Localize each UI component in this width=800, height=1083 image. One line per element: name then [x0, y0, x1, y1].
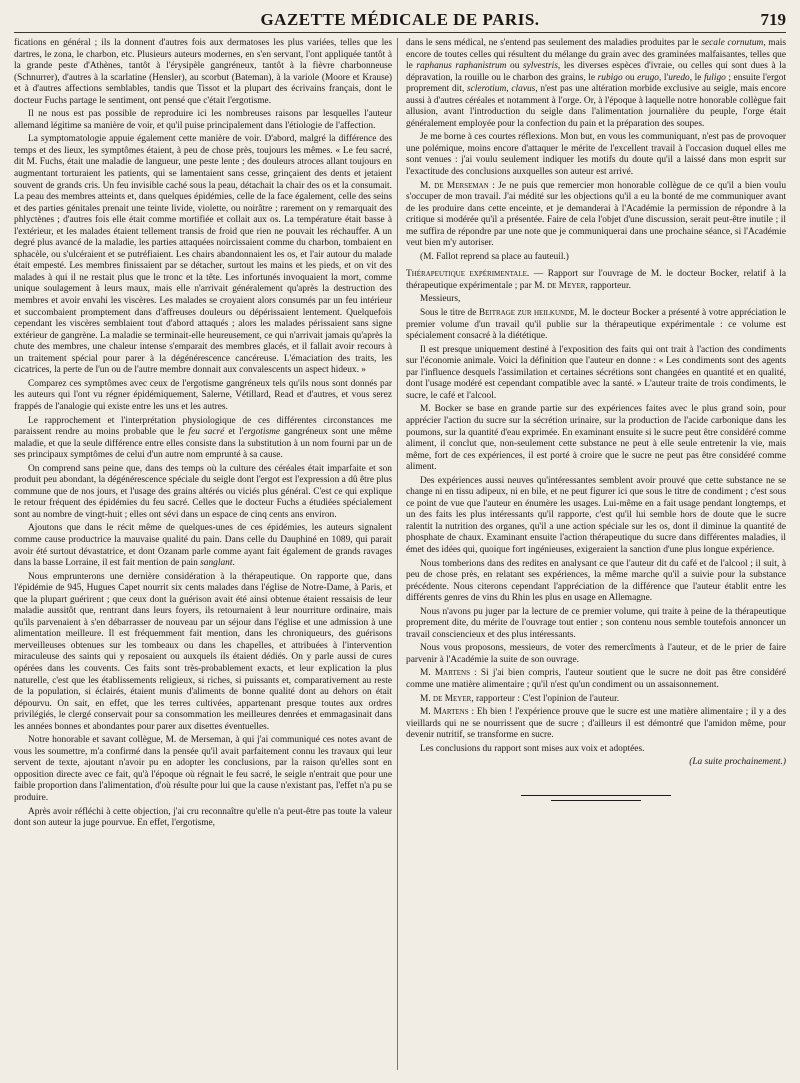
end-rule [551, 800, 641, 801]
text-run: Le rapprochement et l'interprétation physiologique de ces différentes circonstances me paraissent rendre au moins probable que le [14, 415, 392, 438]
left-column [14, 38, 392, 1068]
text-run: dans le sens médical, ne s'entend pas seulement des maladies produites par le [406, 38, 702, 48]
section-label: Thérapeutique expérimentale. [406, 269, 530, 280]
italic-term: erugo [637, 72, 659, 83]
text-run: , les diverses espèces d'ivraie, ou celles qui sont dues à la dépravation, la rouille ou le charbon des grains, le [406, 61, 786, 83]
text-run: . [232, 558, 235, 569]
text-run: : Eh bien ! l'expérience prouve que le sucre est une matière alimentaire ; il y a des vieillards qui ne se nourrissent que de sucre ; d'ailleurs il est démontré que l'amidon même, pour devenir nutritif, se transforme en sucre. [406, 707, 786, 741]
page-title: GAZETTE MÉDICALE DE PARIS. [260, 10, 540, 29]
italic-term: secale cornutum [701, 38, 764, 48]
paragraph [406, 181, 786, 250]
paragraph: On comprend sans peine que, dans des temps où la culture des céréales était imparfaite et son produit peu abondant, la dégénérescence spéciale du seigle dont l'ergot est l'expression a dû être plus commune que de nos jours, et l'usage des grains altérés ou viciés plus général. C'est ce qui explique le retour fréquent des épidémies du feu sacré. Celles que le docteur Fuchs a étudiées spécialement sont au nombre de vingt-huit ; elles ont sévi dans un espace de cinq cents ans environ. [14, 463, 392, 520]
text-run: , [506, 84, 512, 95]
italic-term: feu sacré [188, 427, 225, 438]
text-run: — Rapport sur l'ouvrage de M. le docteur Bocker, relatif à la thérapeutique expérimentale ; par [406, 269, 786, 291]
text-run: ou [622, 72, 638, 83]
text-run: , M. le docteur Bocker a présenté à votre appréciation le premier volume d'un travail qu'il publie sur la thérapeutique expérimentale : ce volume est spécialement consacré à la diététique. [406, 308, 786, 342]
paragraph [406, 38, 786, 130]
text-run: ; ensuite l'ergot proprement dit, [406, 72, 786, 95]
paragraph: (M. Fallot reprend sa place au fauteuil.) [420, 251, 569, 262]
page-header [14, 10, 786, 33]
paragraph [406, 308, 786, 343]
text-run: : Si j'ai bien compris, l'auteur soutient que le sucre ne doit pas être considéré comme une matière alimentaire ; qu'il n'est qu'un condiment ou un assaisonnement. [406, 668, 786, 690]
italic-term: sanglant [200, 558, 233, 569]
text-run: Sous le titre de [420, 308, 479, 319]
speaker-name: M. Martens [420, 668, 470, 679]
paragraph: Je me borne à ces courtes réflexions. Mon but, en vous les communiquant, n'est pas de provoquer une polémique, moins encore d'attaquer le mérite de l'excellent travail à l'occasion duquel elles me sont venues : j'ai voulu seulement indiquer les motifs du doute qu'il a laissé dans mon esprit sur l'exactitude des conclusions auxquelles son auteur est arrivé. [406, 132, 786, 178]
text-run: et l' [224, 427, 244, 438]
italic-term: clavus [511, 84, 536, 95]
speaker-name: M. de Meyer [534, 280, 586, 291]
text-run: ou [506, 61, 523, 72]
paragraph: Il ne nous est pas possible de reproduire ici les nombreuses raisons par lesquelles l'auteur allemand légitime sa manière de voir, et qu'il puise principalement dans l'étiologie de l'affection. [14, 109, 392, 131]
text-run: : Je ne puis que remercier mon honorable collègue de ce qu'il a bien voulu s'occuper de mon travail. J'ai médité sur les objections qu'il a eu la bonté de me communiquer avant de les produire dans cette enceinte, et je demanderai à l'Académie la permission de répondre à la critique si modérée qu'il a présentée. Faire de cela l'objet d'une discussion, serait peut-être inutile ; il me suffira de répondre par une note que je communiquerai dans une prochaine séance, si l'Académie veut bien m'y autoriser. [406, 180, 786, 249]
italic-term: uredo [668, 72, 690, 83]
paragraph: La symptomatologie appuie également cette manière de voir. D'abord, malgré la différence des temps et des lieux, les symptômes étaient, à peu de chose près, toujours les mêmes. « Le feu sacré, dit M. Fuchs, était une maladie de langueur, une peste lente ; des douleurs atroces allant toujours en augmentant torturaient les patients, qui se lamentaient sans cesse, grinçaient des dents et jetaient souvent de grands cris. Un feu invisible caché sous la peau, détachait la chair des os et la consumait. La peau des membres atteints et, dans quelques épidémies, celle de la face également, celle des seins et des parties génitales prenait une teinte livide, violette, ou noirâtre ; rarement on y remarquait des phlyctènes ; d'autres fois elle était comme mortifiée et collait aux os. La température était basse à l'extérieur, et les malades étaient tellement transis de froid que rien ne pouvait les réchauffer. A un degré plus avancé de la maladie, les parties attaquées noircissaient comme du charbon, tombaient en sphacèle, ou s'ulcéraient et se putréfiaient. Les chairs abandonnaient les os, et l'air autour du malade était empesté. Les membres finissaient par se détacher, surtout les mains et les pieds, et on vit des malades à qui il ne restait plus que le tronc et la tête. Les infortunés invoquaient la mort, comme unique soulagement à leurs maux, mais elle n'arrivait généralement qu'après la destruction des membres et avoir envahi les viscères. Les malades se croyaient alors consumés par un feu intérieur et succombaient promptement dans d'affreuses douleurs ou dépérissaient lentement. Quelquefois cependant les viscères semblaient tout d'abord attaqués ; alors les malades périssaient sans signe extérieur de gangrène. La maladie se terminait-elle heureusement, ce qui n'arrivait jamais qu'après la chute des membres, une chaleur intense s'emparait des membres glacés, et il fallait avoir recours à un traitement spécial pour parer à la dégénérescence cancéreuse. L'émaciation des traits, les cicatrices, la perte de l'un ou de l'autre membre donnait aux convalescents un aspect hideux. » [14, 134, 392, 376]
paragraph: Les conclusions du rapport sont mises aux voix et adoptées. [420, 743, 645, 754]
paragraph: Nous vous proposons, messieurs, de voter des remercîments à l'auteur, et de le prier de faire parvenir à l'Académie la suite de son ouvrage. [406, 643, 786, 665]
text-run: , mais encore de toutes celles qui résultent du mélange du grain avec des graminées malfaisantes, telles que le [406, 38, 786, 72]
paragraph: Nous n'avons pu juger par la lecture de ce premier volume, qui traite à peine de la thérapeutique proprement dite, du mérite de l'ouvrage tout entier ; son contenu nous semble toutefois annoncer un travail consciencieux et des plus intéressants. [406, 606, 786, 640]
paragraph: Il est presque uniquement destiné à l'exposition des faits qui ont trait à l'action des condiments sur l'économie animale. Voici la définition que l'auteur en donne : « Les condiments sont des agents par l'influence desquels l'assimilation et certaines sécrétions sont changées en quantité et en qualité, dont l'usage modéré est cependant compatible avec la santé. » L'auteur traite de trois condiments, le sucre, le café et l'alcool. [406, 344, 786, 401]
text-run: , rapporteur. [585, 280, 631, 291]
section-heading [406, 269, 786, 292]
text-run: , rapporteur : C'est l'opinion de l'auteur. [471, 693, 620, 704]
text-run: , n'est pas une altération morbide exclusive au seigle, mais encore aussi à d'autres céréales et notamment à l'orge. Or, à l'époque à laquelle notre honorable collègue fait allusion, avant l'introduction du seigle dans l'alimentation journalière du peuple, l'orge était généralement employée pour la confection du pain et la préparation des soupes. [406, 84, 786, 129]
paragraph: Nous emprunterons une dernière considération à la thérapeutique. On rapporte que, dans l'épidémie de 945, Hugues Capet nourrit six cents malades dans l'église de Notre-Dame, à Paris, et que la plupart guérirent ; que ceux dont la guérison avait été ainsi obtenue étaient ressaisis de leur maladie aussitôt que, rentrant dans leurs foyers, ils retournaient à leur nourriture ordinaire, mais qu'ils parvenaient à s'en débarrasser de nouveau par un séjour dans l'église et une admission à une alimentation meilleure. Il est fréquemment fait mention, dans les chroniqueurs, des guérisons merveilleuses obtenues sur les tombeaux ou dans les chapelles, et attribuées à l'intervention miraculeuse des saints qui y reposaient ou auxquels ils étaient dédiés. On y parle aussi de cures opérées dans les couvents. Ces faits sont très-probablement exacts, et leur explication la plus naturelle, c'est que les établissements religieux, si riches, si puissants et, comparativement au reste de la population, si éclairés, étaient munis d'aliments de bonne qualité dont au dehors on était dépourvu. On sait, en effet, que les terres cultivées, appartenant presque toutes aux ordres privilégiés, le clergé conservait pour sa consommation les meilleures denrées et emmagasinait dans les années bonnes et abondantes pour parer aux disettes éventuelles. [14, 571, 392, 732]
paragraph [406, 668, 786, 691]
page-number: 719 [760, 10, 786, 29]
paragraph: Des expériences aussi neuves qu'intéressantes semblent avoir prouvé que cette substance ne se change ni en tissu adipeux, ni en bile, et ne peut figurer ici que sous le titre de condiment ; c'est sous ce point de vue que l'auteur en énumère les usages. Lui-même en a fait usage pendant longtemps, et un des faits les plus intéressants qu'il rapporte, c'est qu'il lui semble hors de doute que le sucre ralentit la nutrition des organes, qu'il a une action spéciale sur les os, dont il diminue la quantité de phosphate de chaux. Examinant ensuite l'action thérapeutique du sucre dans différentes maladies, il émet des idées qui, quoique fort ingénieuses, exigeraient la sanction d'une plus longue expérience. [406, 475, 786, 555]
paragraph [406, 694, 786, 706]
text-run: Ajoutons que dans le récit même de quelques-unes de ces épidémies, les auteurs signalent comme cause productrice la mauvaise qualité du pain. Dans celle du Dauphiné en 1089, qui parait avoir été surtout dévastatrice, et dont Ozanam parle comme ayant fait également de grands ravages dans la basse Lorraine, il est fait mention de pain [14, 523, 392, 569]
continuation-note: (La suite prochainement.) [689, 757, 786, 768]
paragraph [406, 707, 786, 742]
paragraph: Nous tomberions dans des redites en analysant ce que l'auteur dit du café et de l'alcool ; il suit, à peu de chose près, en relatant ses expériences, la même marche qu'il a suivie pour la substance précédente. Nous citerons cependant l'appréciation de la différence que l'auteur établit entre les différents genres de vins du Rhin les plus en usage en Allemagne. [406, 558, 786, 604]
paragraph: Comparez ces symptômes avec ceux de l'ergotisme gangréneux tels qu'ils nous sont donnés par les auteurs qui l'ont vu régner épidémiquement, Salerne, Vétillard, Read et d'autres, et vous serez frappés de l'analogie qui existe entre les uns et les autres. [14, 378, 392, 412]
paragraph [14, 416, 392, 462]
column-divider [397, 38, 398, 1070]
italic-term: ergotisme [243, 427, 281, 438]
right-column [406, 38, 786, 1068]
paragraph: M. Bocker se base en grande partie sur des expériences faites avec le plus grand soin, pour apprécier l'action du sucre sur la sécrétion urinaire, sur la production de l'acide carbonique dans les poumons, sur la quantité d'eau exprimée. En examinant ensuite si le sucre peut être considéré comme aliment, il conclut que, non-seulement cette substance ne peut à elle seule entretenir la vie, mais même, fort de ces expériences, il est porté à croire que le sucre ne peut pas être considéré comme aliment. [406, 404, 786, 473]
text-run: gangréneux sont une même maladie, et que la seule différence entre elles consiste dans la substitution à un nom fourni par un de ses principaux symptômes de celui d'un autre nom emprunté à sa cause. [14, 427, 392, 461]
speaker-name: M. de Merseman [420, 180, 489, 191]
salutation: Messieurs, [420, 294, 461, 305]
italic-term: sclerotium [467, 84, 507, 95]
italic-term: raphanus raphanistrum [416, 61, 507, 72]
italic-term: sylvestris [522, 61, 558, 72]
book-title: Beitrage zur heilkunde [478, 308, 575, 319]
end-rule [521, 795, 671, 796]
text-run: , le [689, 72, 704, 83]
speaker-name: M. de Meyer [420, 693, 472, 704]
speaker-name: M. Martens [420, 707, 469, 718]
paragraph [14, 523, 392, 569]
italic-term: rubigo [597, 72, 623, 83]
paragraph: Notre honorable et savant collègue, M. de Merseman, à qui j'ai communiqué ces notes avant de vous les soumettre, m'a confirmé dans la pensée qu'il avait parfaitement connu les travaux qui leur servent de texte, ajoutant n'avoir pu en adopter les conclusions, par la raison qu'elles sont en opposition directe avec ce fait, qu'à l'époque où régnait le feu sacré, le seigle n'entrait que pour une faible proportion dans l'alimentation, d'où résulte pour lui que la cause n'existant pas, l'effet n'a pu se produire. [14, 735, 392, 803]
paragraph: fications en général ; ils la donnent d'autres fois aux dermatoses les plus variées, telles que les dartres, le zona, le charbon, etc. Plusieurs auteurs modernes, en s'en servant, l'ont appliquée tantôt à la grande peste d'Athènes, tantôt à l'érysipèle gangréneux, tantôt à la fièvre charbonneuse (Schnurrer), d'autres à la scarlatine (Hensler), au scorbut (Bateman), à la variole (Moore et Krause) et à d'autres affections semblables, tandis que Tissot et la plupart des écrivains français, dont le docteur Fuchs partage le sentiment, ont pensé que c'était l'ergotisme. [14, 38, 392, 106]
paragraph: Après avoir réfléchi à cette objection, j'ai cru reconnaître qu'elle n'a peut-être pas toute la valeur dont son auteur la juge pourvue. En effet, l'ergotisme, [14, 806, 392, 829]
text-run: , l' [659, 72, 669, 83]
italic-term: fuligo [703, 72, 726, 83]
